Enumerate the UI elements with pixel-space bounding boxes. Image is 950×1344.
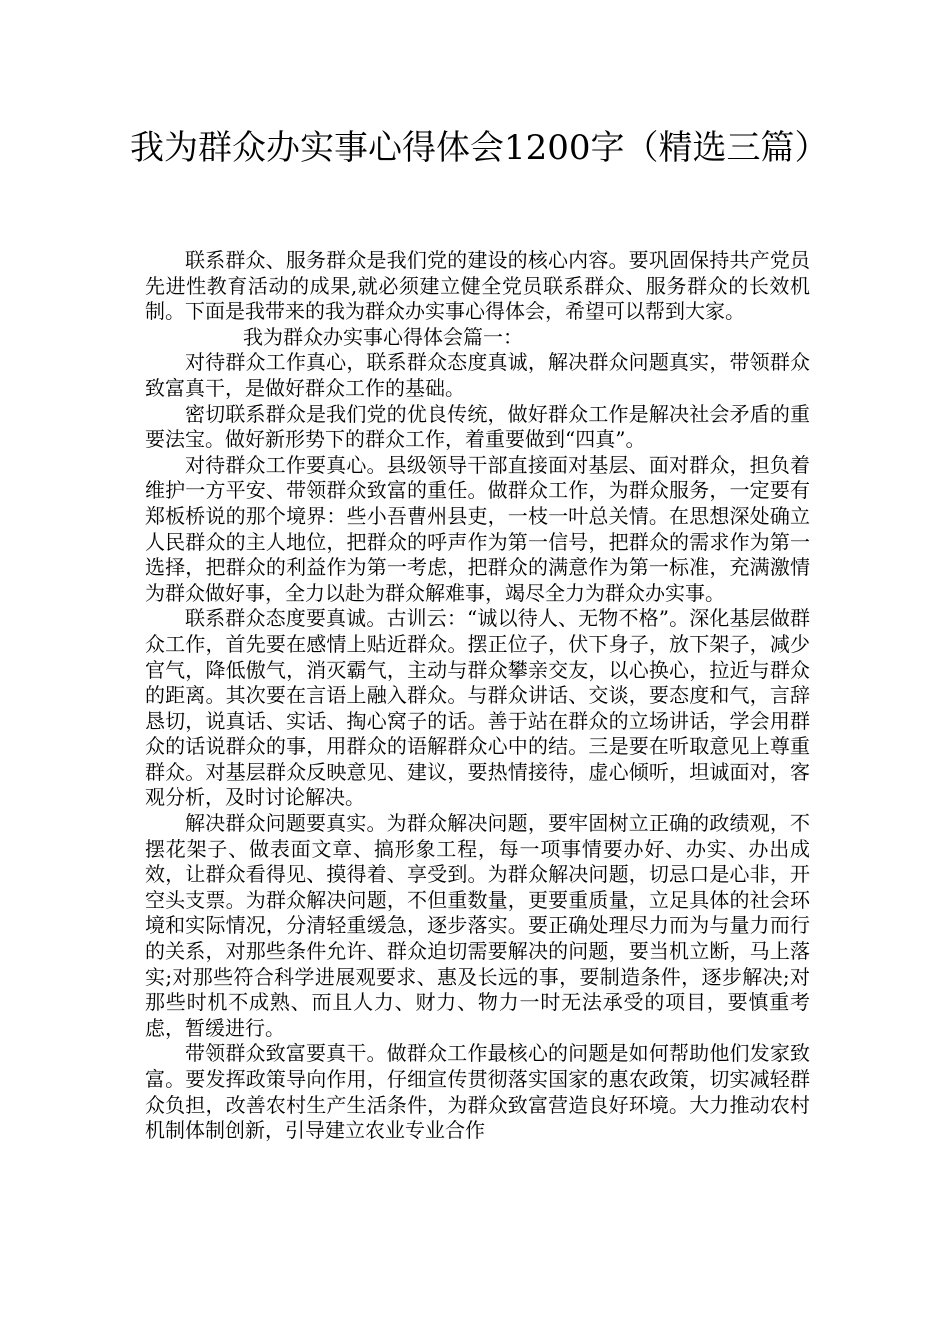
paragraph-intro: 联系群众、服务群众是我们党的建设的核心内容。要巩固保持共产党员先进性教育活动的成果,就必须建立健全党员联系群众、服务群众的长效机制。下面是我带来的我为群众办实事心得体会，希望可以帮到大家。: [145, 248, 810, 324]
paragraph-2: 密切联系群众是我们党的优良传统，做好群众工作是解决社会矛盾的重要法宝。做好新形势下的群众工作，着重要做到“四真”。: [145, 401, 810, 452]
paragraph-3: 对待群众工作要真心。县级领导干部直接面对基层、面对群众，担负着维护一方平安、带领群众致富的重任。做群众工作，为群众服务，一定要有郑板桥说的那个境界：些小吾曹州县吏，一枝一叶总关情。在思想深处确立人民群众的主人地位，把群众的呼声作为第一信号，把群众的需求作为第一选择，把群众的利益作为第一考虑，把群众的满意作为第一标准，充满激情为群众做好事，全力以赴为群众解难事，竭尽全力为群众办实事。: [145, 452, 810, 605]
paragraph-1: 对待群众工作真心，联系群众态度真诚，解决群众问题真实，带领群众致富真干，是做好群众工作的基础。: [145, 350, 810, 400]
paragraph-4: 联系群众态度要真诚。古训云：“诚以待人、无物不格”。深化基层做群众工作，首先要在感情上贴近群众。摆正位子，伏下身子，放下架子，减少官气，降低傲气，消灭霸气，主动与群众攀亲交友，以心换心，拉近与群众的距离。其次要在言语上融入群众。与群众讲话、交谈，要态度和气，言辞恳切，说真话、实话、掏心窝子的话。善于站在群众的立场讲话，学会用群众的话说群众的事，用群众的语解群众心中的结。三是要在听取意见上尊重群众。对基层群众反映意见、建议，要热情接待，虚心倾听，坦诚面对，客观分析，及时讨论解决。: [145, 606, 810, 810]
paragraph-6: 带领群众致富要真干。做群众工作最核心的问题是如何帮助他们发家致富。要发挥政策导向作用，仔细宣传贯彻落实国家的惠农政策，切实减轻群众负担，改善农村生产生活条件，为群众致富营造良好环境。大力推动农村机制体制创新，引导建立农业专业合作: [145, 1041, 810, 1143]
paragraph-5: 解决群众问题要真实。为群众解决问题，要牢固树立正确的政绩观，不摆花架子、做表面文章、搞形象工程，每一项事情要办好、办实、办出成效，让群众看得见、摸得着、享受到。为群众解决问题，切忌口是心非，开空头支票。为群众解决问题，不但重数量，更要重质量，立足具体的社会环境和实际情况，分清轻重缓急，逐步落实。要正确处理尽力而为与量力而行的关系，对那些条件允许、群众迫切需要解决的问题，要当机立断，马上落实;对那些符合科学进展观要求、惠及长远的事，要制造条件，逐步解决;对那些时机不成熟、而且人力、财力、物力一时无法承受的项目，要慎重考虑，暂缓进行。: [145, 811, 810, 1040]
document-title: 我为群众办实事心得体会1200字（精选三篇）: [130, 128, 829, 168]
section-heading: 我为群众办实事心得体会篇一：: [243, 324, 523, 349]
document-body: [145, 248, 810, 1144]
